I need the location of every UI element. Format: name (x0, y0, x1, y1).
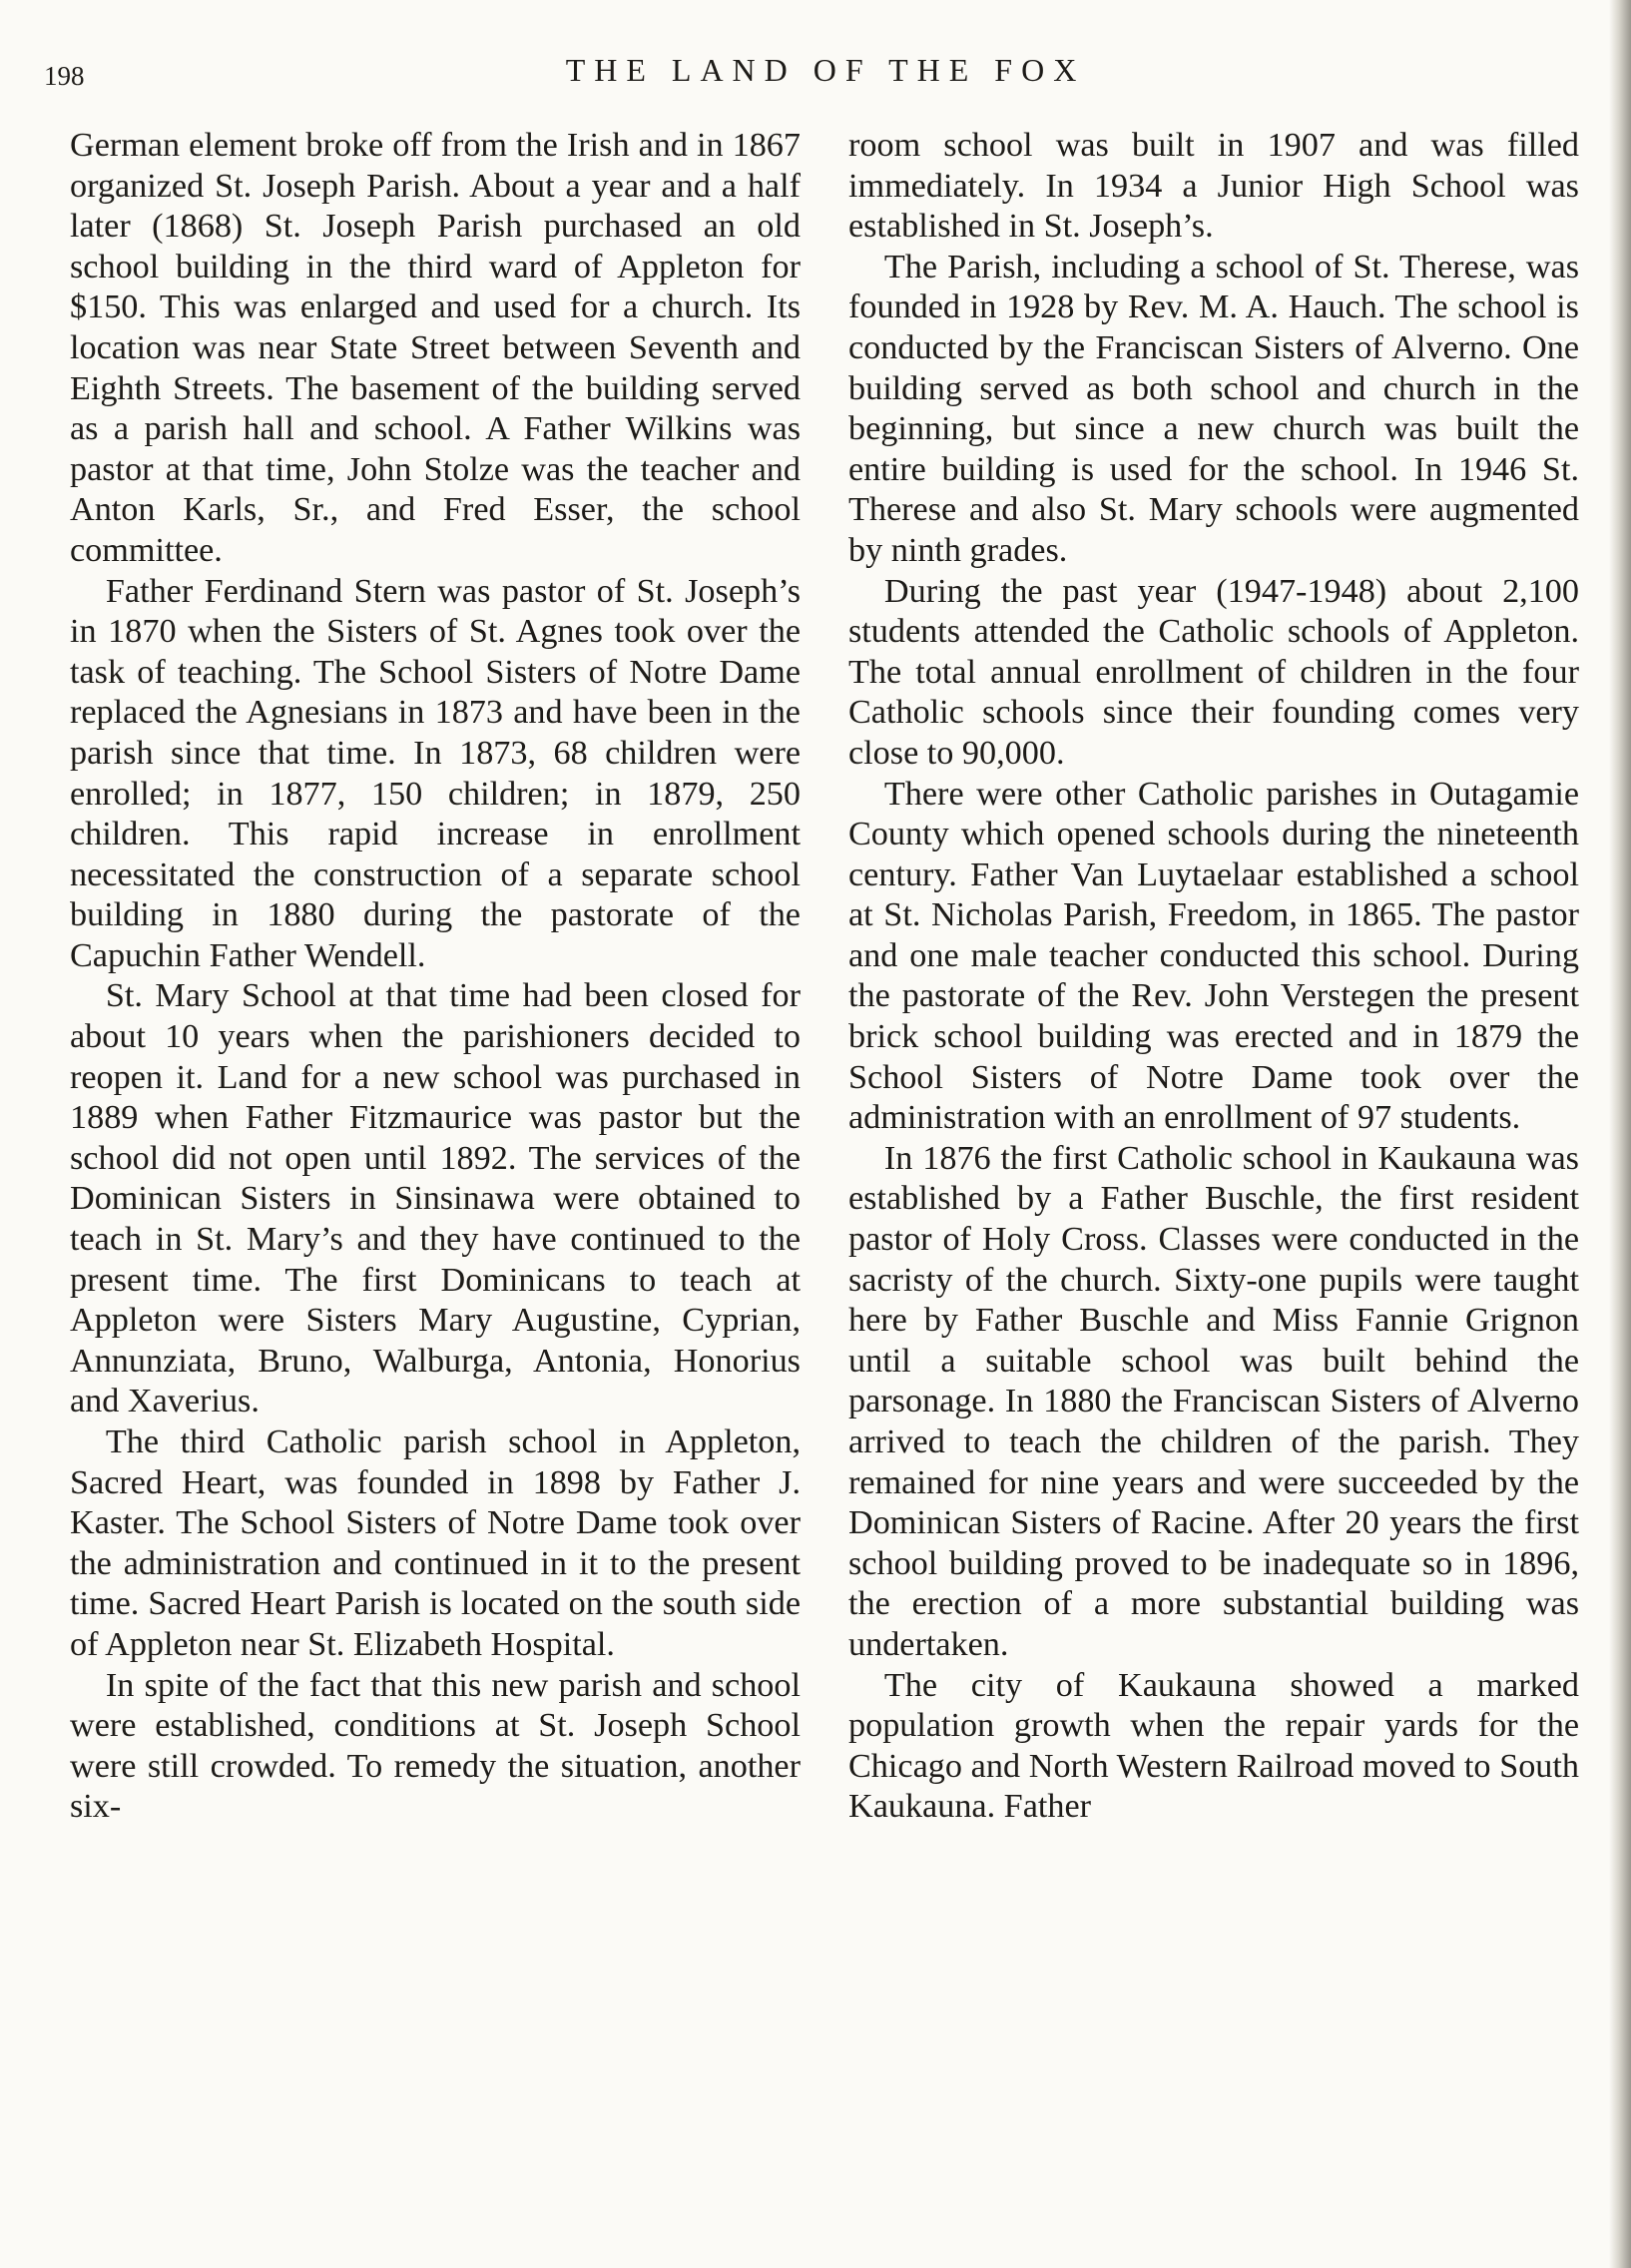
paragraph-continued: room school was built in 1907 and was filled immediately. In 1934 a Junior High School was established in St. Joseph’s. (848, 127, 1579, 246)
paragraph: The city of Kaukauna showed a marked population growth when the repair yards for the Chicago and North Western Railroad moved to South Kaukauna. Father (848, 1666, 1579, 1826)
paragraph: In 1876 the first Catholic school in Kaukauna was established by a Father Buschle, the first resident pastor of Holy Cross. Classes were conducted in the sacristy of the church. Sixty-one pupils were taught here by Father Buschle and Miss Fannie Grignon until a suitable school was built behind the parsonage. In 1880 the Franciscan Sisters of Alverno arrived to teach the children of the parish. They remained for nine years and were succeeded by the Dominican Sisters of Racine. After 20 years the first school building proved to be inadequate so in 1896, the erection of a more substantial building was undertaken. (848, 1139, 1579, 1663)
paragraph: The third Catholic parish school in Appleton, Sacred Heart, was founded in 1898 by Father J. Kaster. The School Sisters of Notre Dame took over the administration and continued in it to the present time. Sacred Heart Parish is located on the south side of Appleton near St. Elizabeth Hospital. (70, 1423, 801, 1663)
paragraph: There were other Catholic parishes in Outagamie County which opened schools during the nineteenth century. Father Van Luytaelaar established a school at St. Nicholas Parish, Freedom, in 1865. The pastor and one male teacher conducted this school. During the pastorate of the Rev. John Verstegen the present brick school building was erected and in 1879 the School Sisters of Notre Dame took over the administration with an enrollment of 97 students. (848, 775, 1579, 1137)
paragraph-continued: German element broke off from the Irish and in 1867 organized St. Joseph Parish. About a year and a half later (1868) St. Joseph Parish purchased an old school building in the third ward of Appleton for $150. This was enlarged and used for a church. Its location was near State Street between Seventh and Eighth Streets. The basement of the building served as a parish hall and school. A Father Wilkins was pastor at that time, John Stolze was the teacher and Anton Karls, Sr., and Fred Esser, the school committee. (70, 127, 801, 569)
running-head: THE LAND OF THE FOX (565, 52, 1086, 88)
paragraph: In spite of the fact that this new parish and school were established, conditions at St. Joseph School were still crowded. To remedy the situation, another six- (70, 1666, 801, 1826)
page-header (44, 50, 1581, 100)
right-column (848, 126, 1579, 2172)
left-column (70, 126, 801, 2172)
page-edge-shadow (1609, 0, 1631, 2268)
paragraph: Father Ferdinand Stern was pastor of St. Joseph’s in 1870 when the Sisters of St. Agnes took over the task of teaching. The School Sisters of Notre Dame replaced the Agnesians in 1873 and have been in the parish since that time. In 1873, 68 children were enrolled; in 1877, 150 children; in 1879, 250 children. This rapid increase in enrollment necessitated the construction of a separate school building in 1880 during the pastorate of the Capuchin Father Wendell. (70, 572, 801, 974)
paragraph: The Parish, including a school of St. Therese, was founded in 1928 by Rev. M. A. Hauch. The school is conducted by the Franciscan Sisters of Alverno. One building served as both school and church in the beginning, but since a new church was built the entire building is used for the school. In 1946 St. Therese and also St. Mary schools were augmented by ninth grades. (848, 248, 1579, 569)
paragraph: St. Mary School at that time had been closed for about 10 years when the parishioners decided to reopen it. Land for a new school was purchased in 1889 when Father Fitzmaurice was pastor but the school did not open until 1892. The services of the Dominican Sisters in Sinsinawa were obtained to teach in St. Mary’s and they have continued to the present time. The first Dominicans to teach at Appleton were Sisters Mary Augustine, Cyprian, Annunziata, Bruno, Walburga, Antonia, Honorius and Xaverius. (70, 977, 801, 1420)
page-number: 198 (44, 61, 85, 91)
paragraph: During the past year (1947-1948) about 2,100 students attended the Catholic schools of Appleton. The total annual enrollment of children in the four Catholic schools since their founding comes very close to 90,000. (848, 572, 1579, 772)
